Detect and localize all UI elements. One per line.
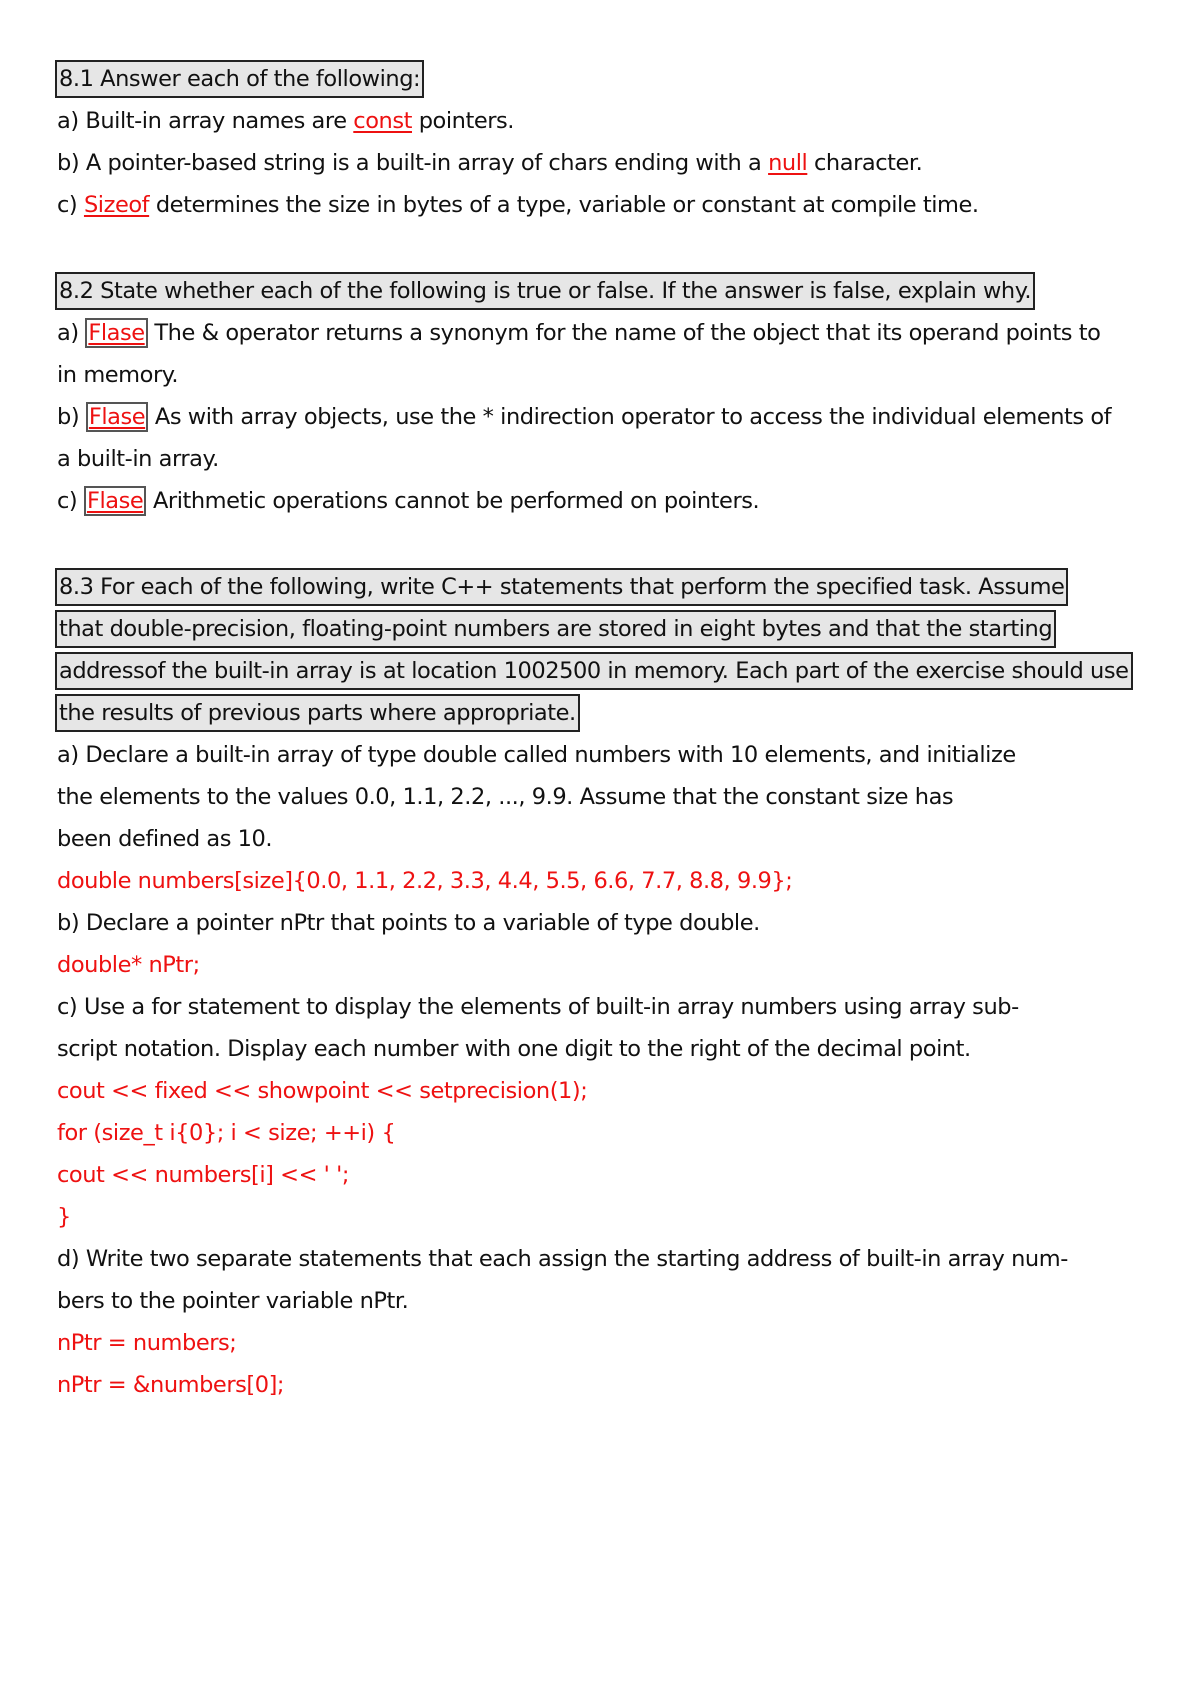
section-heading: that double-precision, floating-point numbers are stored in eight bytes and that the starting: [55, 610, 1056, 648]
question-text: c): [57, 192, 84, 218]
question-8-3-c-line-1: c) Use a for statement to display the elements of built-in array numbers using array sub-: [57, 994, 1019, 1020]
section-8-3-heading-line-4: [57, 692, 1167, 734]
section-8-2-heading-line: [57, 270, 1167, 312]
code-line: nPtr = numbers;: [57, 1330, 237, 1356]
answer-badge: Flase: [84, 486, 146, 516]
question-8-2-c: [57, 480, 1167, 522]
document-page: [57, 58, 1167, 1406]
answer: null: [768, 150, 808, 176]
question-text: c): [57, 488, 84, 514]
section-heading: addressof the built-in array is at location 1002500 in memory. Each part of the exercise should use: [55, 652, 1133, 690]
code-line: for (size_t i{0}; i < size; ++i) {: [57, 1120, 396, 1146]
section-heading: 8.3 For each of the following, write C++ statements that perform the specified task. Assume: [55, 568, 1068, 606]
question-text: pointers.: [412, 108, 515, 134]
question-text: b) A pointer-based string is a built-in array of chars ending with a: [57, 150, 769, 176]
question-text: The & operator returns a synonym for the name of the object that its operand points to: [147, 320, 1101, 346]
section-8-3-heading-line-2: [57, 608, 1167, 650]
question-8-2-a-cont: in memory.: [57, 362, 179, 388]
code-line: cout << fixed << showpoint << setprecision(1);: [57, 1078, 588, 1104]
spacer: [57, 522, 1167, 566]
section-8-3-heading-line-3: [57, 650, 1167, 692]
question-text: b): [57, 404, 86, 430]
question-8-3-c-line-2: script notation. Display each number with one digit to the right of the decimal point.: [57, 1036, 971, 1062]
question-8-1-c: [57, 184, 1167, 226]
section-heading: 8.2 State whether each of the following is true or false. If the answer is false, explain why.: [55, 272, 1035, 310]
section-heading: 8.1 Answer each of the following:: [55, 60, 424, 98]
spacer: [57, 226, 1167, 270]
answer-badge: Flase: [85, 318, 147, 348]
answer-badge: Flase: [86, 402, 148, 432]
code-line: double* nPtr;: [57, 952, 200, 978]
question-text: character.: [807, 150, 923, 176]
section-8-1-heading-line: [57, 58, 1167, 100]
answer: Sizeof: [83, 192, 150, 218]
question-8-3-a-line-2: the elements to the values 0.0, 1.1, 2.2, ..., 9.9. Assume that the constant size has: [57, 784, 954, 810]
question-text: determines the size in bytes of a type, variable or constant at compile time.: [149, 192, 979, 218]
question-8-2-b-cont: a built-in array.: [57, 446, 219, 472]
question-8-1-a: [57, 100, 1167, 142]
question-8-1-b: [57, 142, 1167, 184]
code-line: double numbers[size]{0.0, 1.1, 2.2, 3.3, 4.4, 5.5, 6.6, 7.7, 8.8, 9.9};: [57, 868, 793, 894]
answer: const: [353, 108, 412, 134]
question-8-3-a-line-3: been defined as 10.: [57, 826, 273, 852]
question-text: a) Built-in array names are: [57, 108, 354, 134]
question-8-3-d-line-1: d) Write two separate statements that each assign the starting address of built-in array num-: [57, 1246, 1068, 1272]
code-line: cout << numbers[i] << ' ';: [57, 1162, 349, 1188]
question-8-3-b-line-1: b) Declare a pointer nPtr that points to a variable of type double.: [57, 910, 760, 936]
code-line: }: [57, 1204, 71, 1230]
question-text: Arithmetic operations cannot be performed on pointers.: [146, 488, 760, 514]
section-heading: the results of previous parts where appropriate.: [55, 694, 580, 732]
code-line: nPtr = &numbers[0];: [57, 1372, 285, 1398]
question-8-3-a-line-1: a) Declare a built-in array of type double called numbers with 10 elements, and initialize: [57, 742, 1016, 768]
question-text: a): [57, 320, 86, 346]
question-text: As with array objects, use the * indirection operator to access the individual elements of: [148, 404, 1112, 430]
question-8-3-d-line-2: bers to the pointer variable nPtr.: [57, 1288, 409, 1314]
question-8-2-b: [57, 396, 1167, 438]
section-8-3-heading-line-1: [57, 566, 1167, 608]
question-8-2-a: [57, 312, 1167, 354]
